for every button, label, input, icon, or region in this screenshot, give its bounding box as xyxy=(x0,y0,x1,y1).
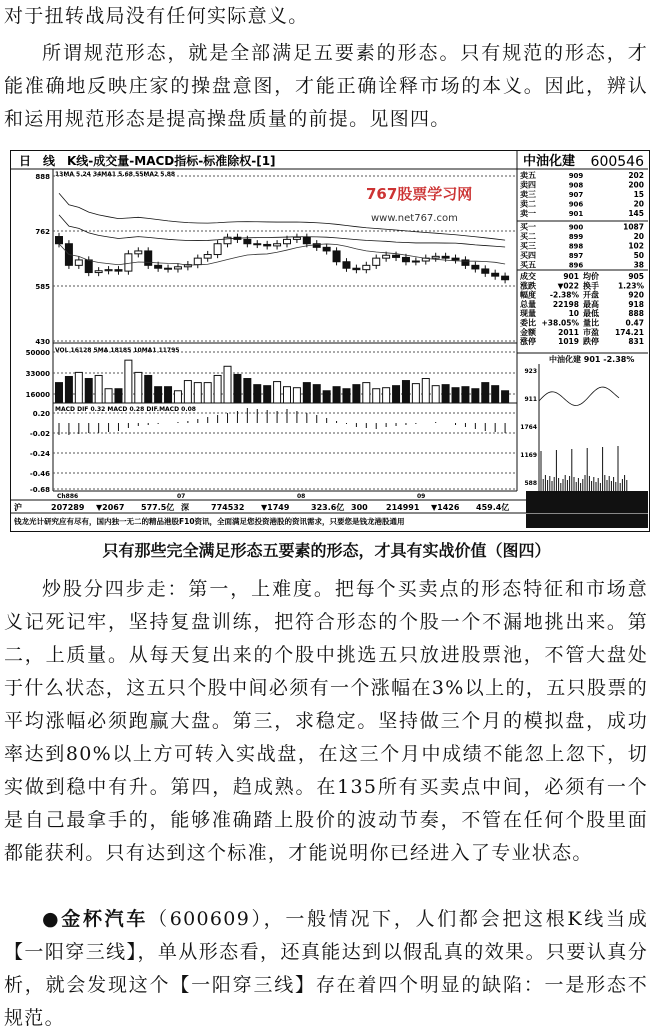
date-tick: 07 xyxy=(177,493,186,500)
order-book-price: 898 xyxy=(568,242,584,251)
volume-bar xyxy=(85,379,92,403)
stat-value: 1019 xyxy=(558,337,579,347)
stat-label: 成交 xyxy=(520,272,536,281)
macd-tick: -0.68 xyxy=(29,486,50,494)
candle xyxy=(402,257,409,261)
order-book-volume: 1087 xyxy=(623,222,644,232)
volume-bar xyxy=(194,383,201,403)
volume-bar xyxy=(492,386,499,403)
order-book-price: 896 xyxy=(568,261,584,270)
volume-tick: 50000 xyxy=(25,349,50,357)
volume-bar xyxy=(125,360,132,403)
status-block xyxy=(526,514,648,528)
mini-chart-tick: 588 xyxy=(524,480,537,487)
status-item: 300 xyxy=(351,503,368,512)
order-book-price: 907 xyxy=(568,191,584,199)
stat-label: 涨跌 xyxy=(520,281,536,291)
stat-label: 均价 xyxy=(583,272,599,281)
stat-label: 最低 xyxy=(583,309,599,319)
price-tick: 762 xyxy=(35,228,50,236)
stock-name: 中油化建 xyxy=(523,154,576,169)
volume-bar xyxy=(402,381,409,403)
stat-label: 最高 xyxy=(583,299,599,309)
macd-legend: MACD DIF 0.32 MACD 0.28 DIF.MACD 0.08 xyxy=(55,406,196,413)
volume-bar xyxy=(234,374,241,403)
volume-bar xyxy=(284,387,291,403)
candle xyxy=(174,267,181,269)
macd-tick: -0.46 xyxy=(29,470,50,478)
order-book-price: 901 xyxy=(568,210,584,218)
stock-chart-svg xyxy=(11,151,648,530)
volume-bar xyxy=(56,383,63,403)
candle xyxy=(115,270,122,271)
stat-value: 1.23% xyxy=(617,281,644,291)
volume-bar xyxy=(502,391,509,403)
stat-value: 10 xyxy=(568,309,579,319)
price-tick: 430 xyxy=(35,338,50,346)
paragraph-4-text: （600609），一般情况下，人们都会把这根K线当成【一阳穿三线】，单从形态看，还真能达到以假乱真的效果。只要认真分析，就会发现这个【一阳穿三线】存在着四个明显的缺陷：一是形态不规范。 xyxy=(4,908,648,1029)
candle xyxy=(492,273,499,276)
volume-bar xyxy=(442,385,449,403)
candle xyxy=(105,270,112,271)
stat-value: 918 xyxy=(628,299,644,309)
volume-bar xyxy=(135,372,142,403)
candle xyxy=(95,271,102,273)
order-book-volume: 20 xyxy=(633,199,644,209)
volume-bar xyxy=(115,389,122,403)
order-book-label: 买一 xyxy=(520,222,536,232)
mini-chart-tick: 1169 xyxy=(520,452,537,459)
order-book-label: 卖一 xyxy=(520,209,536,218)
volume-bar xyxy=(105,389,112,403)
volume-bar xyxy=(412,384,419,403)
stat-label: 委比 xyxy=(520,318,536,328)
paragraph-1: 对于扭转战局没有任何实际意义。 xyxy=(4,5,309,27)
candle xyxy=(254,244,261,245)
volume-bar xyxy=(174,391,181,403)
candle xyxy=(323,247,330,251)
order-book-volume: 38 xyxy=(633,260,644,270)
volume-bar xyxy=(224,366,231,403)
status-item: 323.6亿 xyxy=(311,503,345,512)
date-tick: 09 xyxy=(417,493,426,500)
order-book-price: 897 xyxy=(568,252,584,260)
stat-label: 幅度 xyxy=(520,290,536,300)
volume-bar xyxy=(363,383,370,403)
volume-bar xyxy=(264,386,271,403)
status-item: 774532 xyxy=(211,503,245,512)
mini-chart-tick: 923 xyxy=(524,368,537,375)
order-book-label: 卖三 xyxy=(520,190,536,199)
candle xyxy=(353,268,360,269)
order-book-volume: 20 xyxy=(633,232,644,241)
candle xyxy=(284,239,291,243)
volume-bar xyxy=(204,383,211,403)
mini-chart-title: 中油化建 901 -2.38% xyxy=(549,355,635,364)
stat-value: +38.05% xyxy=(541,318,579,328)
stat-label: 金额 xyxy=(520,327,536,337)
candle xyxy=(363,265,370,269)
candle xyxy=(214,244,221,255)
volume-bar xyxy=(422,379,429,403)
status-item: ▼1749 xyxy=(261,503,290,512)
stat-value: 0.47 xyxy=(625,318,644,328)
volume-tick: 16000 xyxy=(25,391,50,399)
chart-title: 日 线 K线-成交量-MACD指标-标准除权-[1] xyxy=(19,154,276,168)
watermark-logo: 767股票学习网 xyxy=(366,185,473,203)
paragraph-4 xyxy=(4,903,648,1035)
ma-legend: 13MA 5.24 34MA1 5.68 55MA2 5.88 xyxy=(55,171,176,178)
stat-value: 831 xyxy=(628,337,644,347)
volume-bar xyxy=(462,387,469,403)
candle xyxy=(165,268,172,269)
candle xyxy=(502,276,509,280)
macd-tick: 0.20 xyxy=(32,410,50,418)
candle xyxy=(75,260,82,265)
candle xyxy=(194,258,201,264)
order-book-price: 908 xyxy=(568,181,584,190)
date-tick: Ch886 xyxy=(57,493,79,500)
status-item: 459.4亿 xyxy=(476,503,510,512)
order-book-volume: 102 xyxy=(628,241,644,251)
candle xyxy=(135,251,142,254)
volume-bar xyxy=(165,387,172,403)
order-book-price: 909 xyxy=(568,172,584,180)
status-item: 207289 xyxy=(51,503,85,512)
volume-bar xyxy=(353,385,360,403)
order-book-volume: 15 xyxy=(633,190,644,199)
order-book-volume: 202 xyxy=(628,171,644,180)
status-item: ▼2067 xyxy=(96,503,125,512)
order-book-label: 买五 xyxy=(520,260,536,270)
candle xyxy=(472,265,479,269)
macd-tick: -0.02 xyxy=(29,430,50,438)
volume-bar xyxy=(313,385,320,403)
candle xyxy=(204,255,211,259)
candle xyxy=(244,239,251,243)
order-book-label: 卖五 xyxy=(520,171,536,180)
paragraph-2: 所谓规范形态，就是全部满足五要素的形态。只有规范的形态，才能准确地反映庄家的操盘意图，才能正确诠释市场的本义。因此，辨认和运用规范形态是提高操盘质量的前提。见图四。 xyxy=(4,42,648,130)
stat-value: 901 xyxy=(563,272,579,281)
macd-tick: -0.24 xyxy=(29,450,50,458)
candle xyxy=(412,261,419,262)
status-item: 577.5亿 xyxy=(141,503,175,512)
vol-legend: VOL 16128 5MA 18185 10MA1 11795 xyxy=(55,347,180,354)
candle xyxy=(452,258,459,260)
volume-bar xyxy=(303,383,310,403)
stat-value: -2.38% xyxy=(549,290,579,300)
volume-bar xyxy=(293,388,300,403)
volume-bar xyxy=(472,389,479,403)
candle xyxy=(343,262,350,268)
volume-bar xyxy=(214,375,221,403)
order-book-price: 906 xyxy=(568,200,584,209)
stat-value: 920 xyxy=(628,290,644,300)
stat-value: 905 xyxy=(628,272,644,281)
stat-value: 2011 xyxy=(558,327,579,337)
candle xyxy=(145,251,152,265)
news-ticker: 钱龙光计研究应有尽有，国内独一无二的精品港股F10资讯，全面满足您投资港股的资讯需求，只要您是钱龙港股通用 xyxy=(14,517,405,526)
stat-label: 现量 xyxy=(520,309,536,319)
volume-bar xyxy=(333,387,340,403)
candle xyxy=(224,237,231,243)
order-book-price: 900 xyxy=(568,223,584,232)
volume-bar xyxy=(65,376,72,403)
candle xyxy=(56,237,63,244)
date-tick: 08 xyxy=(297,493,306,500)
watermark-url: www.net767.com xyxy=(371,213,458,224)
volume-bar xyxy=(383,388,390,403)
price-tick: 585 xyxy=(35,283,50,291)
candle xyxy=(333,251,340,262)
volume-bar xyxy=(184,381,191,403)
order-book-label: 卖四 xyxy=(520,180,536,190)
candle xyxy=(293,237,300,239)
volume-bar xyxy=(393,386,400,403)
mini-chart-tick: 1764 xyxy=(520,424,537,431)
candle xyxy=(264,244,271,245)
candle xyxy=(442,256,449,258)
volume-bar xyxy=(254,385,261,403)
stat-value: ▼022 xyxy=(557,281,579,291)
paragraph-3: 炒股分四步走：第一，上难度。把每个买卖点的形态特征和市场意义记死记牢，坚持复盘训练，把符合形态的个股一个不漏地挑出来。第二，上质量。从每天复出来的个股中挑选五只放进股票池，不管大盘处于什么状态，这五只个股中间必须有一个涨幅在3%以上的，五只股票的平均涨幅必须跑赢大盘。第三，求稳定。坚持做三个月的模拟盘，成功率达到80%以上方可转入实战盘，在这三个月中成绩不能忽上忽下，切实做到稳中有升。第四，趋成熟。在135所有买卖点中间，必须有一个是自己最拿手的，能够准确踏上股价的波动节奏，不管在任何个股里面都能获利。只有达到这个标准，才能说明你已经进入了专业状态。 xyxy=(4,578,648,864)
volume-bar xyxy=(452,388,459,403)
mini-chart-tick: 911 xyxy=(524,396,537,403)
candle xyxy=(373,258,380,265)
volume-bar xyxy=(155,387,162,403)
order-book-label: 卖二 xyxy=(520,199,536,209)
volume-bar xyxy=(482,383,489,403)
price-tick: 888 xyxy=(35,173,50,181)
candle xyxy=(125,254,132,271)
volume-bar xyxy=(432,386,439,403)
candle xyxy=(303,237,310,243)
volume-bar xyxy=(145,375,152,403)
stock-name-bold: ●金杯汽车 xyxy=(42,908,149,930)
status-item: ▼1426 xyxy=(431,503,460,512)
stat-label: 换手 xyxy=(583,281,599,291)
candle xyxy=(155,265,162,268)
status-block xyxy=(526,491,648,513)
stat-label: 涨停 xyxy=(520,337,536,347)
volume-bar xyxy=(373,389,380,403)
order-book-volume: 200 xyxy=(628,180,644,190)
order-book-price: 899 xyxy=(568,233,584,241)
stat-label: 市盈 xyxy=(583,327,599,337)
stat-value: 174.21 xyxy=(615,327,644,337)
order-book-label: 买三 xyxy=(520,241,536,251)
candle xyxy=(432,256,439,258)
stat-label: 总量 xyxy=(520,299,536,309)
volume-bar xyxy=(323,391,330,403)
stat-value: 22198 xyxy=(552,299,579,309)
stat-label: 跌停 xyxy=(583,337,599,347)
candle xyxy=(274,244,281,246)
volume-bar xyxy=(75,372,82,403)
volume-bar xyxy=(343,389,350,403)
volume-bar xyxy=(274,382,281,403)
volume-bar xyxy=(95,375,102,403)
status-item: 深 xyxy=(181,503,189,512)
order-book-label: 买二 xyxy=(520,232,536,241)
order-book-label: 买四 xyxy=(520,251,536,260)
candle xyxy=(85,260,92,273)
stock-chart-figure xyxy=(10,150,650,532)
candle xyxy=(482,269,489,273)
status-item: 沪 xyxy=(14,503,22,512)
status-item: 214991 xyxy=(386,503,420,512)
stock-code: 600546 xyxy=(590,154,644,170)
order-book-volume: 145 xyxy=(628,209,644,218)
order-book-volume: 50 xyxy=(633,251,644,260)
figure-caption: 只有那些完全满足形态五要素的形态，才具有实战价值（图四） xyxy=(102,541,551,560)
stat-value: 888 xyxy=(628,309,644,319)
volume-bar xyxy=(244,379,251,403)
stat-label: 开盘 xyxy=(583,290,599,300)
candle xyxy=(393,255,400,257)
intraday-price-line xyxy=(539,387,619,405)
stat-label: 量比 xyxy=(583,318,599,328)
candle xyxy=(383,255,390,258)
volume-tick: 33000 xyxy=(25,370,50,378)
